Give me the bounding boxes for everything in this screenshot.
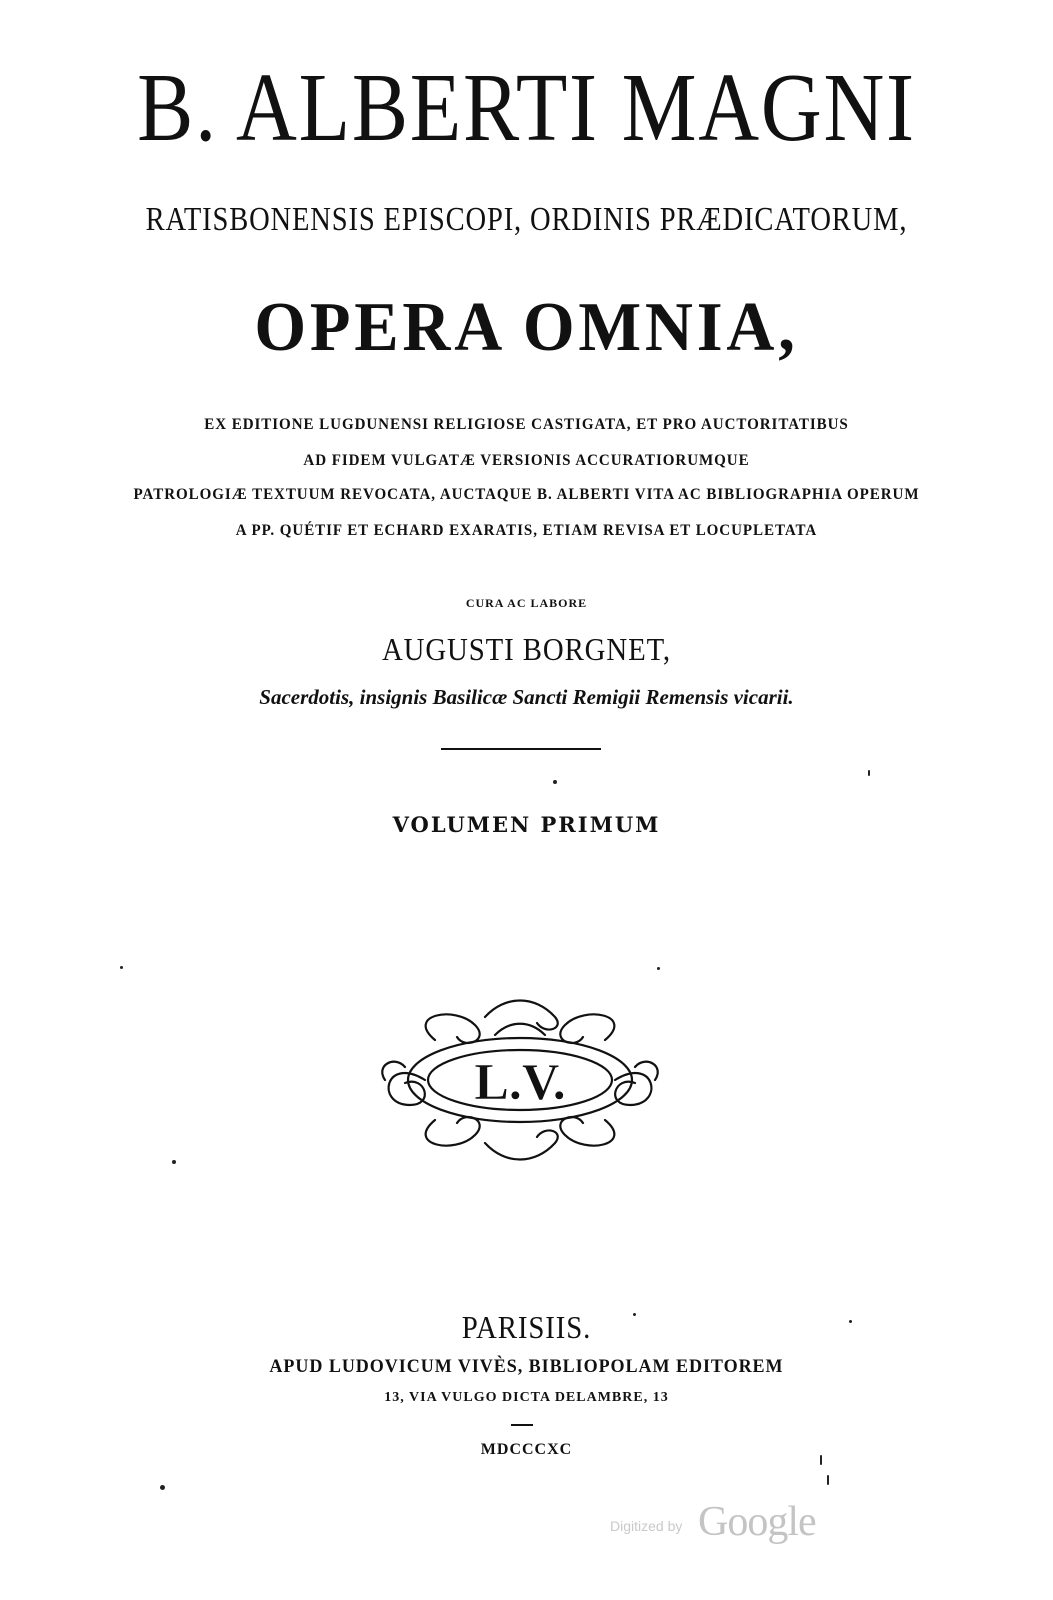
- description-line-2: AD FIDEM VULGATÆ VERSIONIS ACCURATIORUMQUE: [303, 452, 750, 469]
- editor-name: AUGUSTI BORGNET,: [381, 631, 672, 667]
- author-heading: B. ALBERTI MAGNI: [137, 54, 916, 162]
- description-line-4: A PP. QUÉTIF ET ECHARD EXARATIS, ETIAM REVISA ET LOCUPLETATA: [235, 522, 818, 539]
- publisher-address: 13, VIA VULGO DICTA DELAMBRE, 13: [384, 1390, 669, 1405]
- digitized-by-label: Digitized by: [610, 1518, 683, 1534]
- short-divider-rule: [511, 1424, 533, 1426]
- scan-speck: [820, 1455, 822, 1465]
- scan-speck: [868, 770, 870, 776]
- volume-label: VOLUMEN PRIMUM: [392, 812, 661, 837]
- publication-year: MDCCCXC: [480, 1441, 573, 1458]
- scan-speck: [172, 1160, 176, 1164]
- publisher-line: APUD LUDOVICUM VIVÈS, BIBLIOPOLAM EDITOREM: [269, 1356, 784, 1377]
- author-subtitle: RATISBONENSIS EPISCOPI, ORDINIS PRÆDICATORUM,: [145, 201, 908, 238]
- scan-speck: [827, 1475, 829, 1485]
- description-line-1: EX EDITIONE LUGDUNENSI RELIGIOSE CASTIGATA, ET PRO AUCTORITATIBUS: [204, 416, 849, 433]
- scan-speck: [553, 780, 557, 784]
- editor-title: Sacerdotis, insignis Basilicæ Sancti Remigii Remensis vicarii.: [259, 685, 794, 709]
- work-title: OPERA OMNIA,: [254, 289, 799, 366]
- divider-rule: [441, 748, 601, 750]
- scan-speck: [849, 1320, 852, 1323]
- scan-speck: [657, 967, 660, 970]
- description-line-3: PATROLOGIÆ TEXTUUM REVOCATA, AUCTAQUE B. ALBERTI VITA AC BIBLIOGRAPHIA OPERUM: [133, 486, 920, 503]
- scan-speck: [160, 1485, 165, 1490]
- publisher-ornament-emblem: [365, 995, 675, 1165]
- scan-speck: [120, 966, 123, 969]
- google-logo: Google: [698, 1499, 816, 1545]
- scan-speck: [633, 1313, 636, 1316]
- publication-city: PARISIIS.: [461, 1309, 592, 1345]
- ornament-monogram: L.V.: [474, 1054, 566, 1111]
- google-digitized-watermark: [600, 1498, 840, 1548]
- cura-label: CURA AC LABORE: [465, 596, 588, 610]
